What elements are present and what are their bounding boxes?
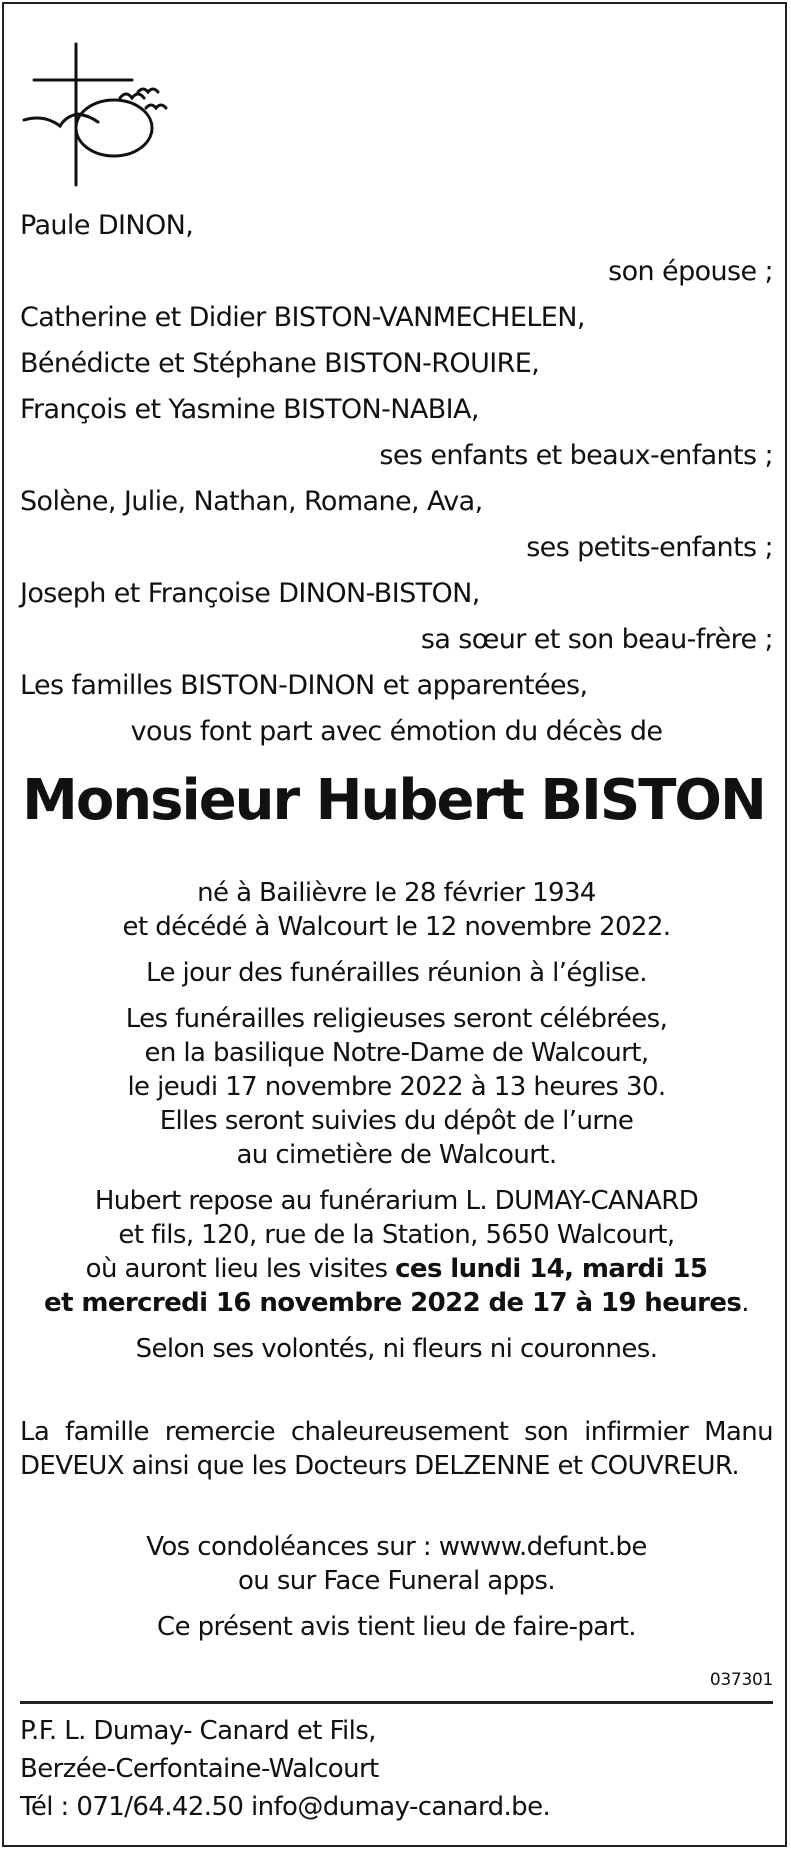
notice-line: Ce présent avis tient lieu de faire-part. bbox=[157, 1612, 636, 1642]
ceremony-line-3: le jeudi 17 novembre 2022 à 13 heures 30. bbox=[127, 1072, 666, 1102]
funeral-home-name: P.F. L. Dumay- Canard et Fils, bbox=[20, 1716, 376, 1746]
visitation-line-3 bbox=[20, 1252, 773, 1286]
announcement: vous font part avec émotion du décès de bbox=[130, 716, 663, 747]
footer-divider bbox=[20, 1701, 773, 1704]
visitation-prefix: où auront lieu les visites bbox=[85, 1254, 396, 1284]
visitation-dates-1: ces lundi 14, mardi 15 bbox=[395, 1254, 708, 1284]
funeral-home-contact: Tél : 071/64.42.50 info@dumay-canard.be. bbox=[20, 1792, 551, 1822]
spouse-role: son épouse ; bbox=[608, 256, 773, 287]
condolences-line-2: ou sur Face Funeral apps. bbox=[237, 1566, 556, 1596]
death-line: et décédé à Walcourt le 12 novembre 2022. bbox=[122, 912, 671, 942]
ceremony-line-5: au cimetière de Walcourt. bbox=[236, 1140, 557, 1170]
visitation-suffix: . bbox=[741, 1288, 749, 1318]
visitation-line-4 bbox=[20, 1286, 773, 1320]
visitation-dates-2: et mercredi 16 novembre 2022 de 17 à 19 heures bbox=[44, 1288, 742, 1318]
closing-block bbox=[20, 1530, 773, 1644]
siblings-role: sa sœur et son beau-frère ; bbox=[420, 624, 773, 655]
grandchildren-role: ses petits-enfants ; bbox=[526, 532, 773, 563]
gathering-line: Le jour des funérailles réunion à l’église. bbox=[146, 958, 647, 988]
siblings: Joseph et Françoise DINON-BISTON, bbox=[20, 578, 480, 609]
details-block bbox=[20, 876, 773, 1366]
thanks-paragraph: La famille remercie chaleureusement son infirmier Manu DEVEUX ainsi que les Docteurs DELZENNE et COUVREUR. bbox=[20, 1417, 773, 1481]
birth-line: né à Bailièvre le 28 février 1934 bbox=[197, 878, 596, 908]
condolences-line-1: Vos condoléances sur : wwww.defunt.be bbox=[146, 1532, 647, 1562]
reference-number: 037301 bbox=[709, 1670, 773, 1690]
funeral-home-footer bbox=[20, 1712, 773, 1826]
family-list bbox=[20, 203, 773, 755]
deceased-name: Monsieur Hubert BISTON bbox=[22, 768, 765, 833]
child-couple-2: Bénédicte et Stéphane BISTON-ROUIRE, bbox=[20, 348, 540, 379]
ceremony-line-1: Les funérailles religieuses seront célébrées, bbox=[125, 1004, 668, 1034]
relatives: Les familles BISTON-DINON et apparentées, bbox=[20, 670, 588, 701]
ceremony-line-2: en la basilique Notre-Dame de Walcourt, bbox=[144, 1038, 649, 1068]
child-couple-3: François et Yasmine BISTON-NABIA, bbox=[20, 394, 479, 425]
children-role: ses enfants et beaux-enfants ; bbox=[379, 440, 773, 471]
visitation-line-1: Hubert repose au funérarium L. DUMAY-CANARD bbox=[94, 1186, 699, 1216]
spouse-name: Paule DINON, bbox=[20, 210, 194, 241]
cross-sun-birds-emblem bbox=[20, 42, 180, 187]
wishes-line: Selon ses volontés, ni fleurs ni couronnes. bbox=[135, 1334, 658, 1364]
ceremony-line-4: Elles seront suivies du dépôt de l’urne bbox=[159, 1106, 634, 1136]
funeral-home-location: Berzée-Cerfontaine-Walcourt bbox=[20, 1754, 379, 1784]
grandchildren: Solène, Julie, Nathan, Romane, Ava, bbox=[20, 486, 483, 517]
child-couple-1: Catherine et Didier BISTON-VANMECHELEN, bbox=[20, 302, 585, 333]
visitation-line-2: et fils, 120, rue de la Station, 5650 Walcourt, bbox=[118, 1220, 675, 1250]
